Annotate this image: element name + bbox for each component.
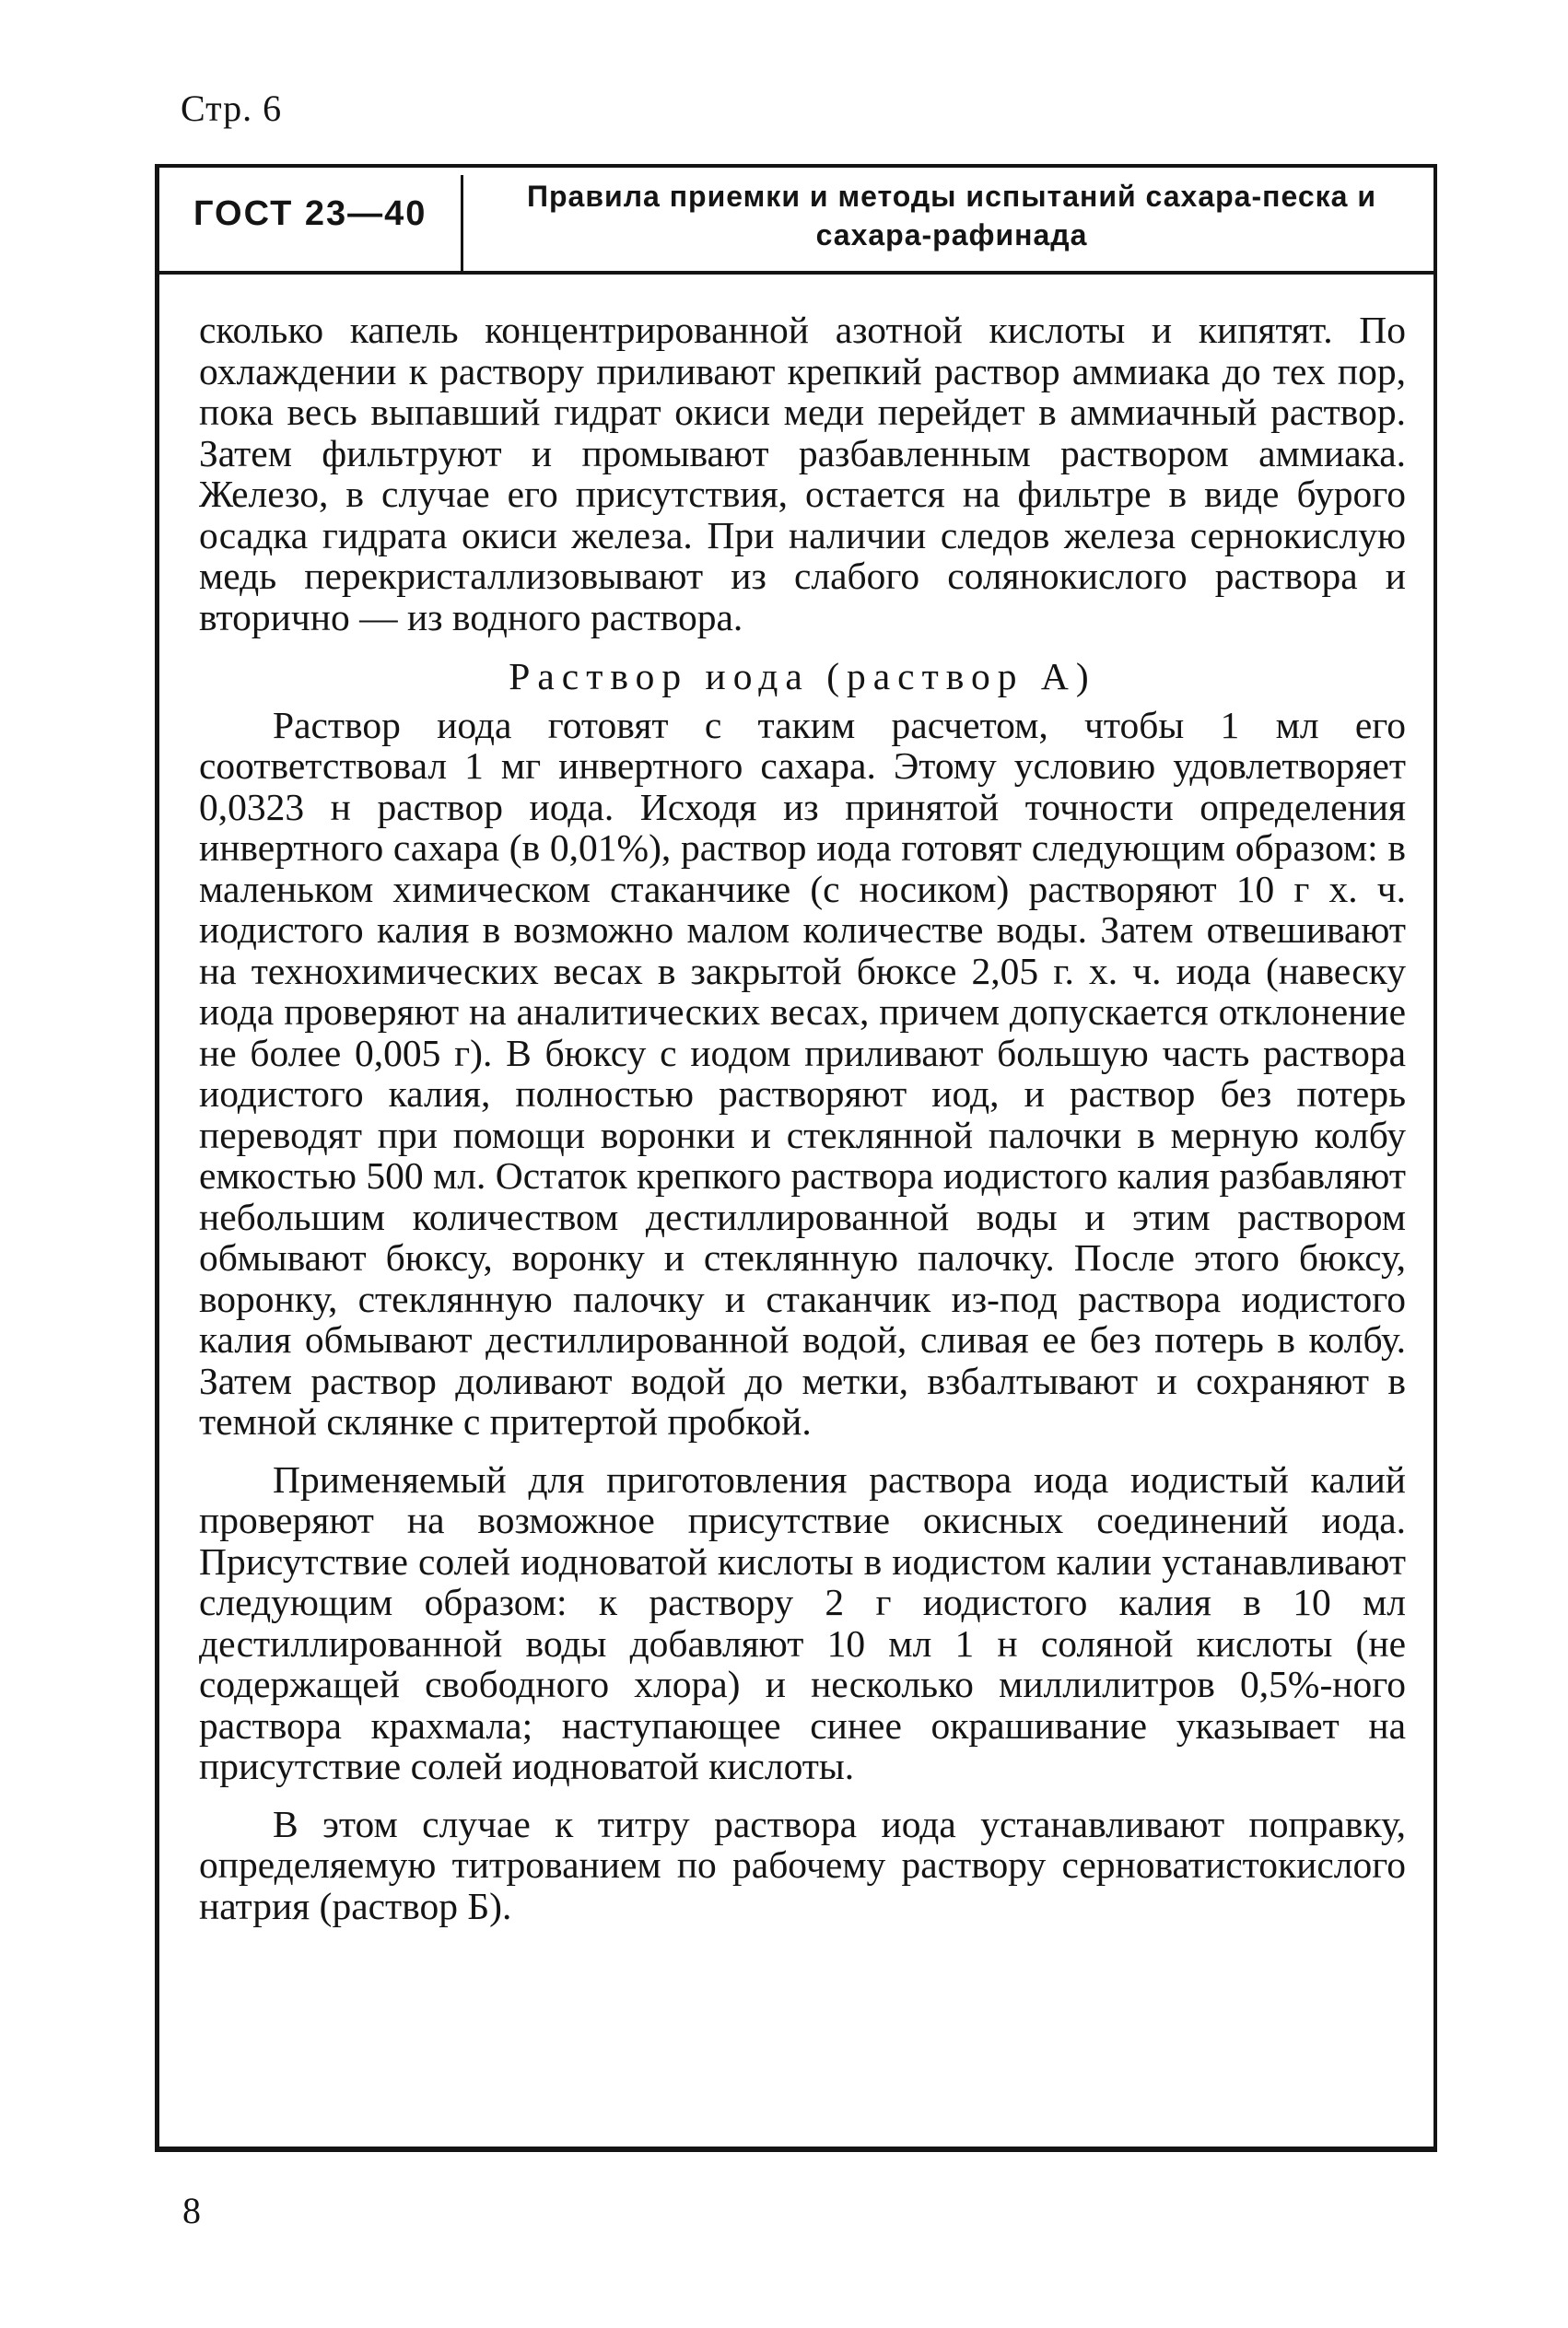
page-label: Стр. 6: [181, 88, 283, 129]
header-vertical-separator: [461, 175, 463, 271]
body-paragraph: В этом случае к титру раствора иода устанавливают поправку, определяемую титрованием по рабочему раствору серноватистокислого натрия (раствор Б).: [199, 1802, 1406, 1927]
body-paragraph: Раствор иода готовят с таким расчетом, чтобы 1 мл его соответствовал 1 мг инвертного сахара. Этому условию удовлетворяет 0,0323 н раствор иода. Исходя из принятой точности определения инвертного сахара (в 0,01%), раствор иода готовят следующим образом: в маленьком химическом стаканчике (с носиком) растворяют 10 г х. ч. иодистого калия в возможно малом количестве воды. Затем отвешивают на технохимических весах в закрытой бюксе 2,05 г. х. ч. иода (навеску иода проверяют на аналитических весах, причем допускается отклонение не более 0,005 г). В бюксу с иодом приливают большую часть раствора иодистого калия, полностью растворяют иод, и раствор без потерь переводят при помощи воронки и стеклянной палочки в мерную колбу емкостью 500 мл. Остаток крепкого раствора иодистого калия разбавляют небольшим количеством дестиллированной воды и этим раствором обмывают бюксу, воронку и стеклянную палочку. После этого бюксу, воронку, стеклянную палочку и стаканчик из-под раствора иодистого калия обмывают дестиллированной водой, сливая ее без потерь в колбу. Затем раствор доливают водой до метки, взбалтывают и сохраняют в темной склянке с притертой пробкой.: [199, 703, 1406, 1443]
page-number: 8: [182, 2190, 201, 2231]
standard-title: Правила приемки и методы испытаний сахара-песка и сахара-рафинада: [527, 180, 1376, 252]
body-paragraph: сколько капель концентрированной азотной кислоты и кипятят. По охлаждении к раствору приливают крепкий раствор аммиака до тех пор, пока весь выпавший гидрат окиси меди перейдет в аммиачный раствор. Затем фильтруют и промывают разбавленным раствором аммиака. Железо, в случае его присутствия, остается на фильтре в виде бурого осадка гидрата окиси железа. При наличии следов железа сернокислую медь перекристаллизовывают из слабого солянокислого раствора и вторично — из водного раствора.: [199, 309, 1406, 638]
frame-right-rule: [1433, 164, 1437, 2152]
page-frame: [155, 164, 1437, 2152]
body-paragraph: Применяемый для приготовления раствора иода иодистый калий проверяют на возможное присутствие окисных соединений иода. Присутствие солей иодноватой кислоты в иодистом калии устанавливают следующим образом: к раствору 2 г иодистого калия в 10 мл дестиллированной воды добавляют 10 мл 1 н соляной кислоты (не содержащей свободного хлора) и несколько миллилитров 0,5%-ного раствора крахмала; наступающее синее окрашивание указывает на присутствие солей иодноватой кислоты.: [199, 1457, 1406, 1787]
standard-code: ГОСТ 23—40: [193, 194, 427, 233]
frame-top-rule: [155, 164, 1437, 168]
frame-bottom-rule: [155, 2147, 1437, 2152]
document-body: [199, 310, 1406, 1926]
section-heading: Раствор иода (раствор А): [509, 655, 1096, 697]
frame-left-rule: [155, 164, 159, 2152]
header-divider: [155, 271, 1437, 275]
